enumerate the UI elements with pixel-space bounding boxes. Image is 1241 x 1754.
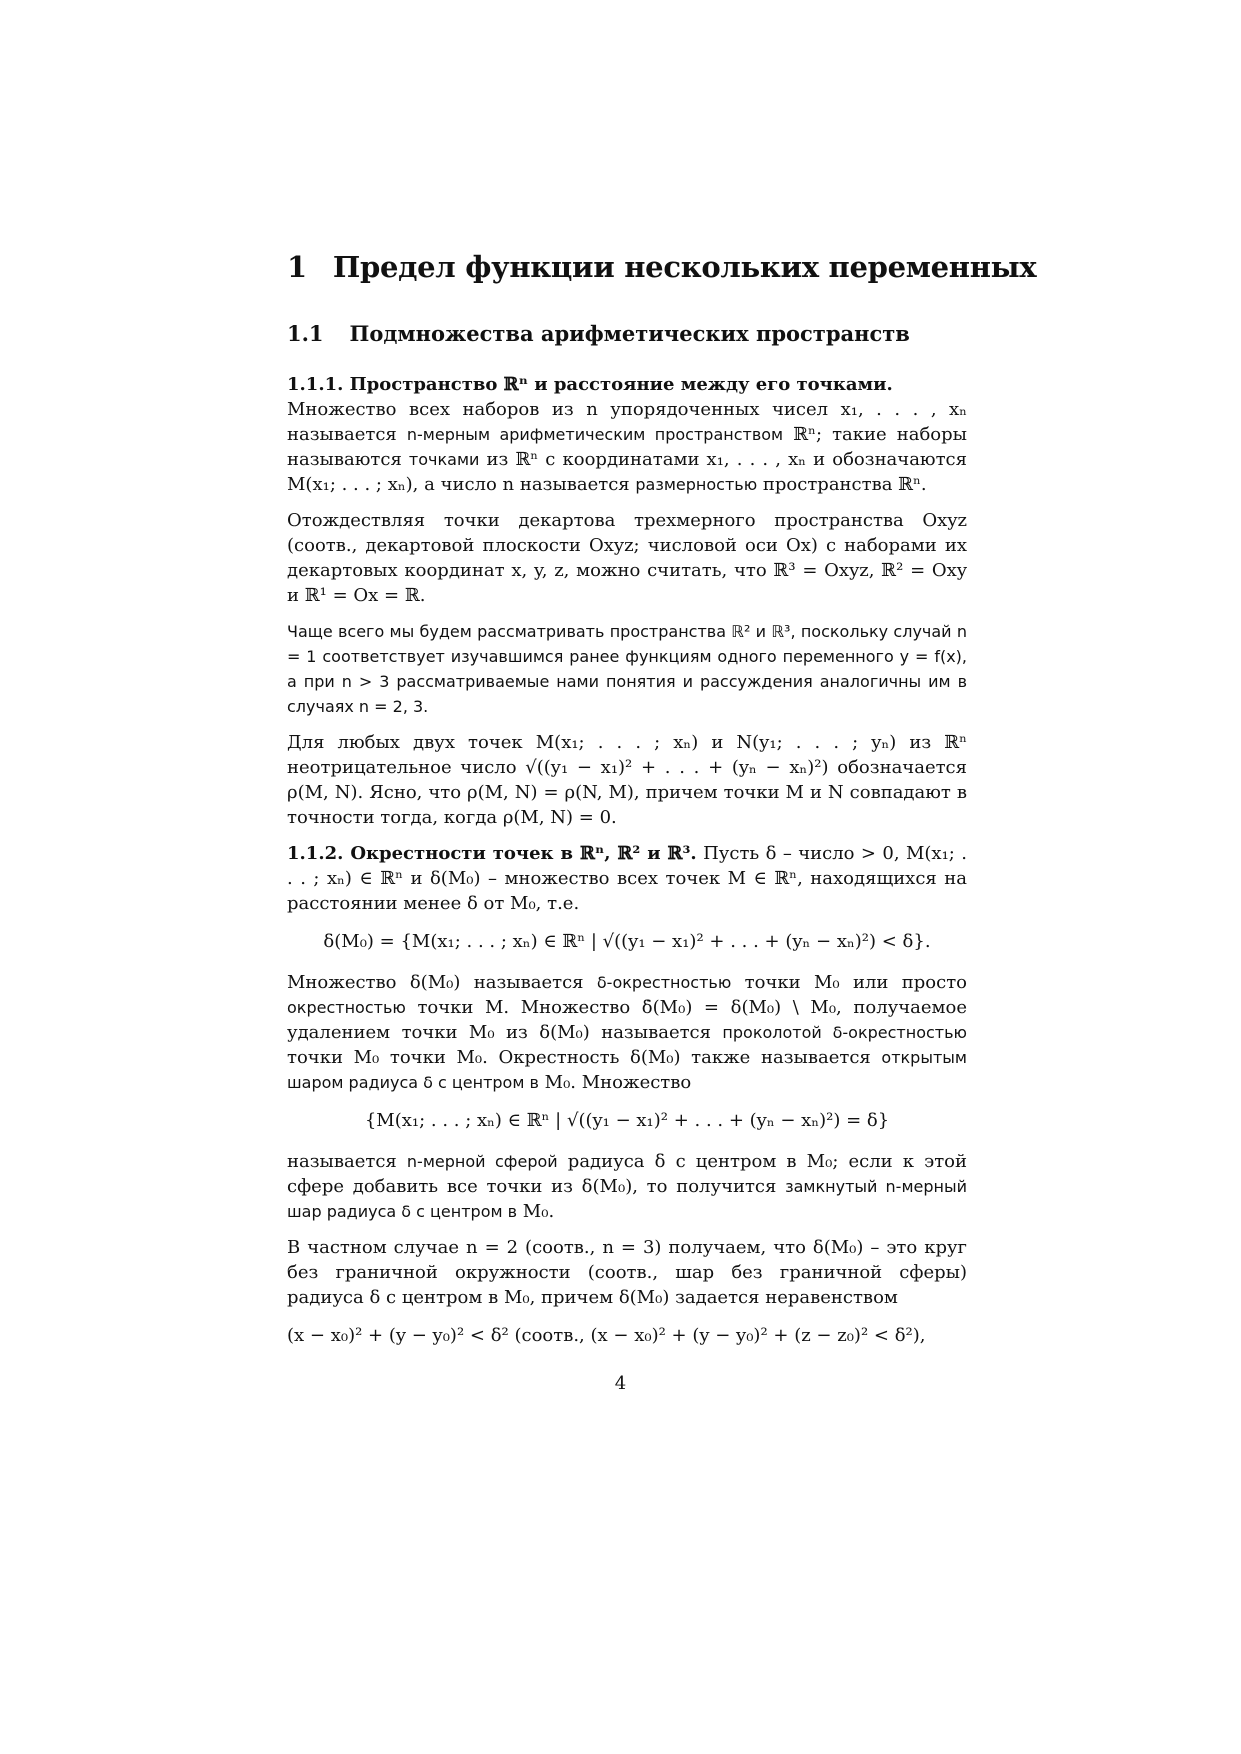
section-number: 1.1	[287, 320, 324, 346]
p3-part-c: M₀.	[517, 1200, 555, 1222]
paragraph-1-part-d: пространства ℝⁿ.	[757, 473, 927, 495]
p3-part-b: радиуса δ с центром в M₀; если к этой сфере добавить все точки из δ(M₀), то получится	[287, 1150, 968, 1197]
paragraph-1-part-c: из ℝⁿ с координатами x₁, . . . , xₙ и обозначаются M(x₁; . . . ; xₙ), а число n называется	[287, 448, 967, 495]
p2-part-d: точки M₀ точки M₀. Окрестность δ(M₀) также называется	[287, 1046, 882, 1068]
chapter-title-text: Предел функции нескольких переменных	[332, 250, 1037, 284]
subsection-2-paragraph-1	[287, 841, 967, 916]
paragraph-1-part-a: Множество всех наборов из n упорядоченных чисел x₁, . . . , xₙ называется	[287, 398, 967, 445]
paragraph-1-part-b: ℝⁿ; такие наборы называются	[287, 423, 967, 470]
p2-part-c: точки M. Множество δ̇(M₀) = δ(M₀) \ M₀, получаемое удалением точки M₀ из δ(M₀) называется	[287, 996, 967, 1043]
page-number: 4	[614, 1373, 627, 1394]
chapter-number: 1	[287, 250, 307, 284]
p2-part-a: Множество δ(M₀) называется	[287, 971, 597, 993]
paragraph-1	[287, 397, 967, 497]
subsection-2-heading: 1.1.2. Окрестности точек в ℝⁿ, ℝ² и ℝ³.	[287, 842, 697, 864]
section-title-text: Подмножества арифметических пространств	[349, 320, 910, 346]
term-closed-ball: замкнутый n-мерный шар радиуса δ с центром в	[287, 1176, 967, 1221]
section-title	[287, 321, 967, 346]
paragraph-2: Отождествляя точки декартова трехмерного пространства Oxyz (соотв., декартовой плоскости Oxyz; числовой оси Ox) с наборами их декартовых координат x, y, z, можно считать, что ℝ³ = Oxyz, ℝ² = Oxy и ℝ¹ = Ox = ℝ.	[287, 509, 967, 606]
formula-neighborhood: δ(M₀) = {M(x₁; . . . ; xₙ) ∈ ℝⁿ | √((y₁ − x₁)² + . . . + (yₙ − xₙ)²) < δ}.	[323, 930, 931, 952]
term-dimension: размерностью	[635, 474, 758, 494]
p3-part-a: называется	[287, 1150, 407, 1172]
formula-inequality: (x − x₀)² + (y − y₀)² < δ² (соотв., (x − x₀)² + (y − y₀)² + (z − z₀)² < δ²),	[287, 1324, 926, 1346]
subsection-1-heading-paragraph	[287, 372, 967, 397]
paragraph-4: Для любых двух точек M(x₁; . . . ; xₙ) и N(y₁; . . . ; yₙ) из ℝⁿ неотрицательное число √((y₁ − x₁)² + . . . + (yₙ − xₙ)²) обозначается ρ(M, N). Ясно, что ρ(M, N) = ρ(N, M), причем точки M и N совпадают в точности тогда, когда ρ(M, N) = 0.	[287, 731, 967, 828]
term-points: точками	[408, 449, 480, 469]
term-n-sphere: n-мерной сферой	[406, 1151, 558, 1171]
subsection-2-paragraph-2	[287, 970, 967, 1095]
term-open-ball: открытым шаром радиуса δ с центром в	[287, 1047, 967, 1092]
paragraph-3: Чаще всего мы будем рассматривать пространства ℝ² и ℝ³, поскольку случай n = 1 соответствует изучавшимся ранее функциям одного переменного y = f(x), а при n > 3 рассматриваемые нами понятия и рассуждения аналогичны им в случаях n = 2, 3.	[287, 621, 967, 716]
chapter-title	[287, 250, 1037, 285]
subsection-2-text-1: Пусть δ – число > 0, M(x₁; . . . ; xₙ) ∈ ℝⁿ и δ(M₀) – множество всех точек M ∈ ℝⁿ, находящихся на расстоянии менее δ от M₀, т.е.	[287, 842, 967, 914]
term-delta-neighborhood: δ-окрестностью	[596, 972, 732, 992]
page-content	[287, 250, 1037, 1364]
p2-part-e: M₀. Множество	[538, 1071, 692, 1093]
subsection-1-heading: 1.1.1. Пространство ℝⁿ и расстояние между его точками.	[287, 373, 893, 395]
term-neighborhood: окрестностью	[287, 997, 406, 1017]
formula-sphere: {M(x₁; . . . ; xₙ) ∈ ℝⁿ | √((y₁ − x₁)² + . . . + (yₙ − xₙ)²) = δ}	[364, 1109, 890, 1131]
p2-part-b: точки M₀ или просто	[731, 971, 967, 993]
subsection-2-paragraph-3	[287, 1149, 967, 1224]
term-punctured-neighborhood: проколотой δ-окрестностью	[722, 1022, 967, 1042]
term-arithmetic-space: n-мерным арифметическим пространством	[406, 424, 784, 444]
subsection-2-paragraph-4: В частном случае n = 2 (соотв., n = 3) получаем, что δ(M₀) – это круг без граничной окружности (соотв., шар без граничной сферы) радиуса δ с центром в M₀, причем δ(M₀) задается неравенством	[287, 1236, 967, 1308]
